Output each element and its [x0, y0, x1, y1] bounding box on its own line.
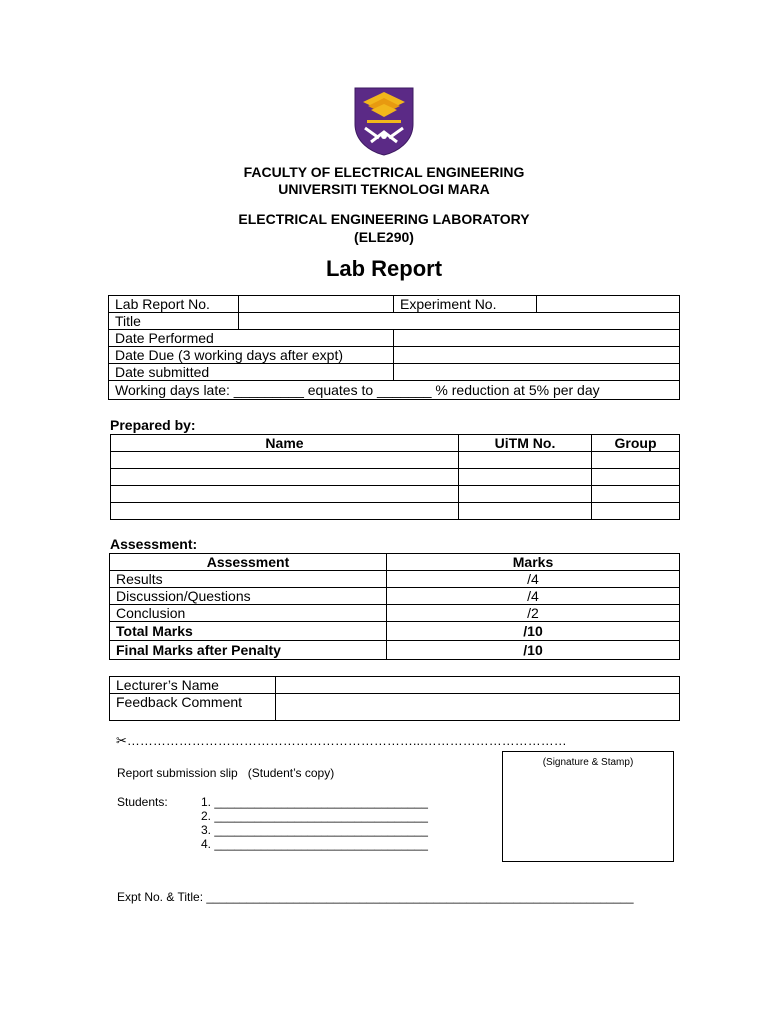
total-marks[interactable]: /10	[387, 622, 680, 641]
table-row	[111, 469, 680, 486]
course-code: (ELE290)	[354, 229, 414, 245]
table-row	[110, 571, 680, 588]
signature-label: (Signature & Stamp)	[542, 757, 634, 768]
student-line-1[interactable]: 1. ________________________________	[201, 795, 428, 809]
uitm-cell[interactable]	[459, 503, 592, 520]
uitm-cell[interactable]	[459, 469, 592, 486]
total-row	[110, 622, 680, 641]
expt-title-line[interactable]: Expt No. & Title: ________________________________________________________________	[117, 890, 634, 904]
date-performed-label: Date Performed	[109, 330, 394, 347]
student-line-4[interactable]: 4. ________________________________	[201, 837, 428, 851]
uitm-cell[interactable]	[459, 486, 592, 503]
report-no-label: Lab Report No.	[109, 296, 239, 313]
experiment-no-label: Experiment No.	[394, 296, 537, 313]
prepared-by-label: Prepared by:	[110, 417, 196, 433]
assessment-label: Assessment:	[110, 536, 198, 552]
col-marks-header: Marks	[387, 554, 680, 571]
signature-stamp-box[interactable]	[502, 751, 674, 862]
prepared-by-table	[110, 434, 680, 520]
lecturer-name-label: Lecturer’s Name	[110, 677, 276, 694]
assessment-marks[interactable]: /4	[387, 571, 680, 588]
group-cell[interactable]	[592, 486, 680, 503]
lecturer-table	[109, 676, 680, 721]
name-cell[interactable]	[111, 486, 459, 503]
student-line-2[interactable]: 2. ________________________________	[201, 809, 428, 823]
feedback-label: Feedback Comment	[110, 694, 276, 721]
cut-line: ✂…………………………………………………………...……………………………	[116, 733, 567, 748]
student-line-3[interactable]: 3. ________________________________	[201, 823, 428, 837]
final-row	[110, 641, 680, 660]
assessment-marks[interactable]: /4	[387, 588, 680, 605]
date-submitted-label: Date submitted	[109, 364, 394, 381]
total-label: Total Marks	[110, 622, 387, 641]
col-assessment-header: Assessment	[110, 554, 387, 571]
assessment-table	[109, 553, 680, 660]
feedback-field[interactable]	[276, 694, 680, 721]
name-cell[interactable]	[111, 469, 459, 486]
group-cell[interactable]	[592, 503, 680, 520]
assessment-marks[interactable]: /2	[387, 605, 680, 622]
col-uitm-header: UiTM No.	[459, 435, 592, 452]
late-penalty-row: Working days late: _________ equates to _______ % reduction at 5% per day	[109, 381, 680, 400]
name-cell[interactable]	[111, 452, 459, 469]
date-submitted-field[interactable]	[394, 364, 680, 381]
title-field[interactable]	[239, 313, 680, 330]
faculty-heading: FACULTY OF ELECTRICAL ENGINEERING	[243, 164, 525, 180]
table-row	[111, 486, 680, 503]
final-marks[interactable]: /10	[387, 641, 680, 660]
col-group-header: Group	[592, 435, 680, 452]
experiment-no-field[interactable]	[537, 296, 680, 313]
table-row	[110, 605, 680, 622]
uitm-cell[interactable]	[459, 452, 592, 469]
report-no-field[interactable]	[239, 296, 394, 313]
lab-heading: ELECTRICAL ENGINEERING LABORATORY	[238, 211, 530, 227]
lecturer-name-field[interactable]	[276, 677, 680, 694]
slip-title: Report submission slip	[117, 766, 238, 780]
title-label: Title	[109, 313, 239, 330]
students-label: Students:	[117, 795, 168, 809]
date-performed-field[interactable]	[394, 330, 680, 347]
page-title: Lab Report	[325, 256, 443, 281]
date-due-field[interactable]	[394, 347, 680, 364]
uitm-logo-icon	[353, 86, 415, 156]
date-due-label: Date Due (3 working days after expt)	[109, 347, 394, 364]
group-cell[interactable]	[592, 452, 680, 469]
assessment-item: Conclusion	[110, 605, 387, 622]
table-row	[111, 452, 680, 469]
name-cell[interactable]	[111, 503, 459, 520]
slip-title-wrap	[117, 766, 334, 780]
group-cell[interactable]	[592, 469, 680, 486]
university-heading: UNIVERSITI TEKNOLOGI MARA	[278, 181, 490, 197]
report-info-table	[108, 295, 680, 400]
col-name-header: Name	[111, 435, 459, 452]
table-row	[111, 503, 680, 520]
assessment-item: Results	[110, 571, 387, 588]
table-row	[110, 588, 680, 605]
final-label: Final Marks after Penalty	[110, 641, 387, 660]
slip-subtitle: (Student’s copy)	[247, 766, 335, 780]
assessment-item: Discussion/Questions	[110, 588, 387, 605]
